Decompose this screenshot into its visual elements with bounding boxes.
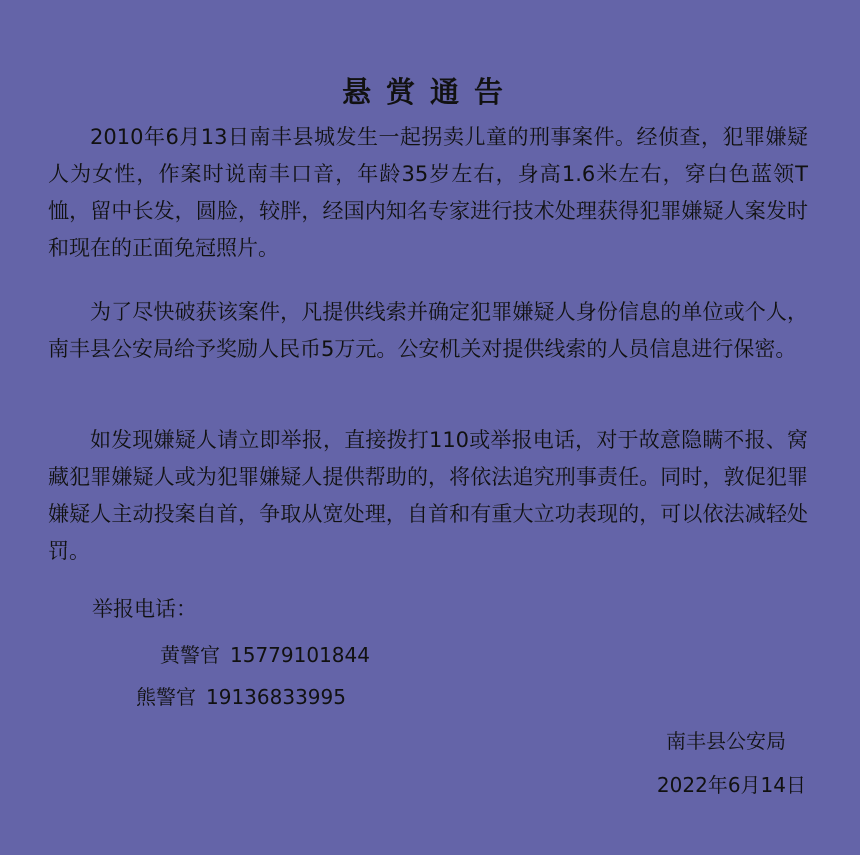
notice-title: 悬赏通告: [341, 75, 518, 109]
officer-name: 黄警官: [160, 643, 220, 667]
contact-officer-huang: [160, 640, 370, 670]
notice-paragraph-reward: 为了尽快破获该案件，凡提供线索并确定犯罪嫌疑人身份信息的单位或个人，南丰县公安局给予奖励人民币5万元。公安机关对提供线索的人员信息进行保密。: [48, 300, 808, 361]
officer-name: 熊警官: [136, 685, 196, 709]
contact-officer-xiong: [136, 682, 346, 712]
notice-paragraph-warning: 如发现嫌疑人请立即举报，直接拨打110或举报电话，对于故意隐瞒不报、窝藏犯罪嫌疑人或为犯罪嫌疑人提供帮助的，将依法追究刑事责任。同时，敦促犯罪嫌疑人主动投案自首，争取从宽处理，自首和有重大立功表现的，可以依法减轻处罚。: [48, 428, 808, 563]
hotline-label: 举报电话：: [92, 597, 197, 621]
officer-phone: 15779101844: [230, 643, 370, 667]
officer-phone: 19136833995: [206, 685, 346, 709]
issuing-authority: 南丰县公安局: [666, 729, 786, 753]
issue-date: 2022年6月14日: [656, 773, 806, 797]
notice-paragraph-case: 2010年6月13日南丰县城发生一起拐卖儿童的刑事案件。经侦查，犯罪嫌疑人为女性，作案时说南丰口音，年龄35岁左右，身高1.6米左右，穿白色蓝领T恤，留中长发，圆脸，较胖，经国内知名专家进行技术处理获得犯罪嫌疑人案发时和现在的正面免冠照片。: [48, 125, 808, 260]
